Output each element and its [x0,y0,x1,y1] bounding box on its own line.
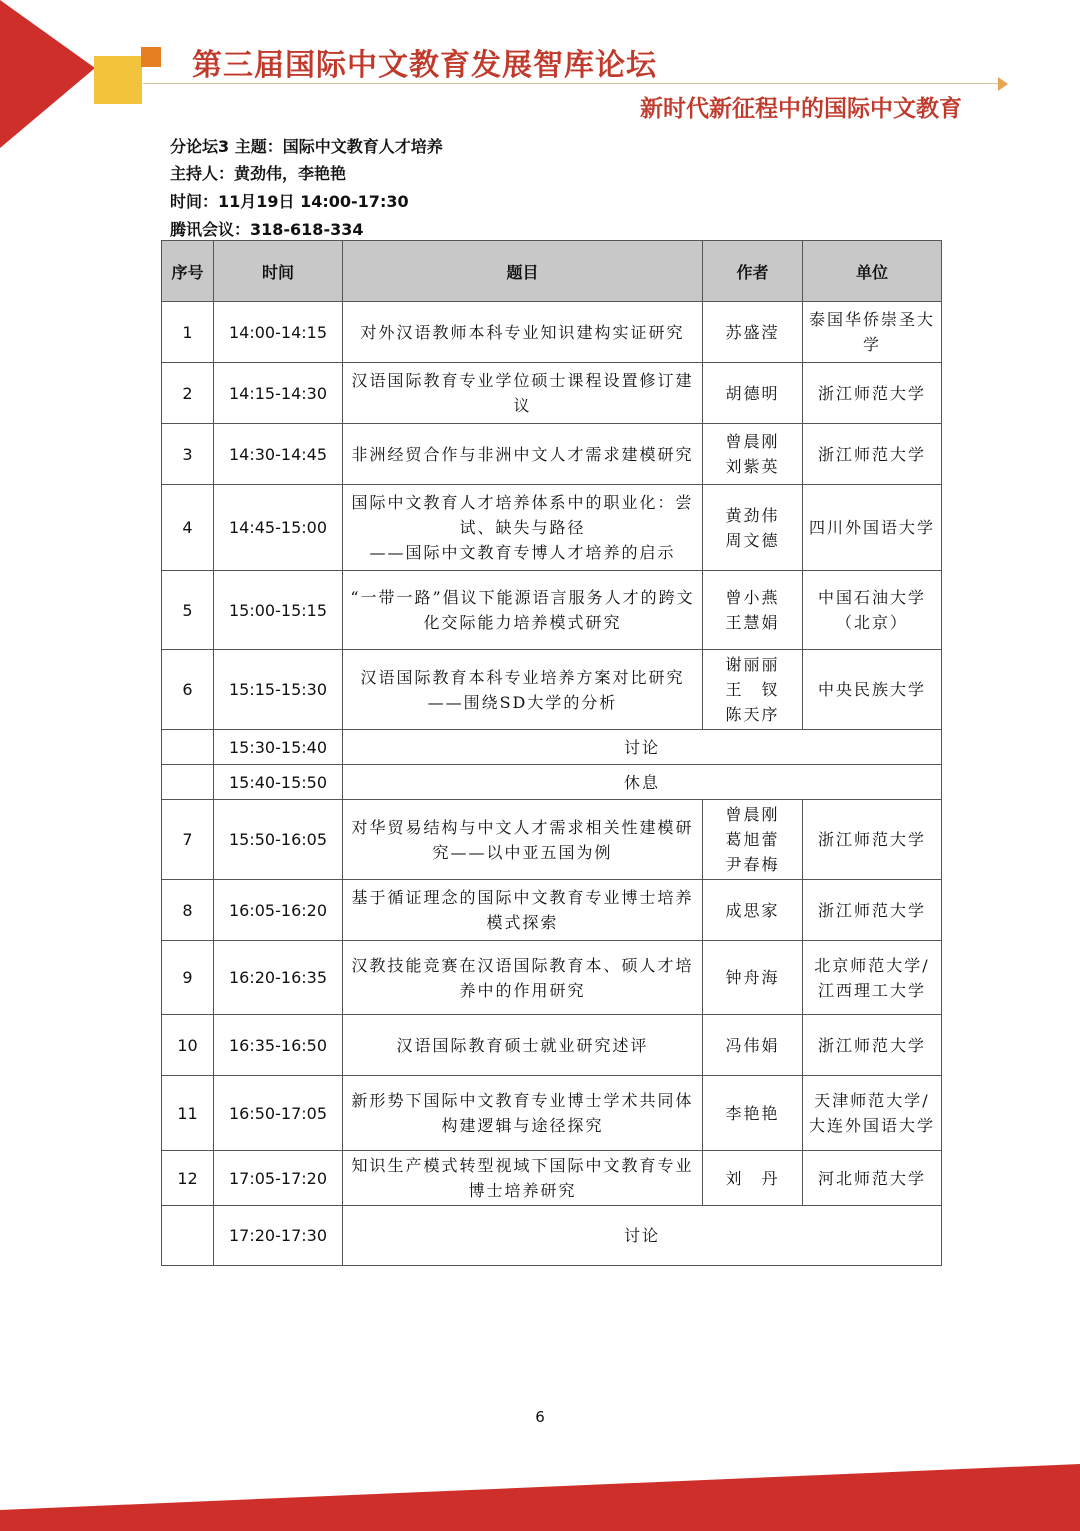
cell-time: 14:45-15:00 [214,485,343,571]
cell-topic: 基于循证理念的国际中文教育专业博士培养模式探索 [343,880,703,941]
cell-unit: 河北师范大学 [803,1151,942,1206]
cell-no: 3 [162,424,214,485]
cell-time: 14:15-14:30 [214,363,343,424]
cell-time: 15:15-15:30 [214,650,343,730]
page-number: 6 [535,1408,545,1426]
cell-author: 钟舟海 [703,941,803,1015]
cell-unit: 浙江师范大学 [803,363,942,424]
table-row [162,1076,942,1151]
cell-topic: 汉语国际教育专业学位硕士课程设置修订建议 [343,363,703,424]
cell-author: 曾晨刚 葛旭蕾 尹春梅 [703,800,803,880]
table-row [162,1206,942,1266]
cell-topic: 休息 [343,765,942,800]
header-topic: 题目 [343,241,703,302]
table-row [162,363,942,424]
cell-time: 15:30-15:40 [214,730,343,765]
cell-time: 16:20-16:35 [214,941,343,1015]
cell-topic: 汉语国际教育硕士就业研究述评 [343,1015,703,1076]
cell-time: 15:50-16:05 [214,800,343,880]
cell-topic: 汉语国际教育本科专业培养方案对比研究 ——围绕SD大学的分析 [343,650,703,730]
cell-unit: 泰国华侨崇圣大学 [803,302,942,363]
header-no: 序号 [162,241,214,302]
cell-topic: 国际中文教育人才培养体系中的职业化：尝试、缺失与路径 ——国际中文教育专博人才培养的启示 [343,485,703,571]
table-row [162,485,942,571]
cell-topic: 知识生产模式转型视域下国际中文教育专业博士培养研究 [343,1151,703,1206]
cell-no [162,765,214,800]
table-row [162,650,942,730]
gold-square [94,56,142,104]
cell-no [162,730,214,765]
cell-no: 9 [162,941,214,1015]
cell-no: 11 [162,1076,214,1151]
header-rule-arrow [998,77,1010,91]
cell-time: 17:05-17:20 [214,1151,343,1206]
header-time: 时间 [214,241,343,302]
cell-time: 16:35-16:50 [214,1015,343,1076]
table-row [162,730,942,765]
cell-no: 1 [162,302,214,363]
cell-unit: 浙江师范大学 [803,1015,942,1076]
table-row [162,1015,942,1076]
session-hosts: 主持人：黄劲伟，李艳艳 [170,164,347,183]
cell-no: 4 [162,485,214,571]
forum-title: 第三届国际中文教育发展智库论坛 [192,48,657,83]
cell-time: 15:40-15:50 [214,765,343,800]
table-row [162,302,942,363]
cell-time: 16:05-16:20 [214,880,343,941]
cell-time: 16:50-17:05 [214,1076,343,1151]
table-row [162,1151,942,1206]
cell-no: 5 [162,571,214,650]
cell-topic: 讨论 [343,1206,942,1266]
table-row [162,571,942,650]
cell-unit: 浙江师范大学 [803,424,942,485]
session-time: 时间：11月19日 14:00-17:30 [170,192,409,211]
cell-author: 胡德明 [703,363,803,424]
cell-topic: 对华贸易结构与中文人才需求相关性建模研究——以中亚五国为例 [343,800,703,880]
cell-author: 成思家 [703,880,803,941]
cell-no [162,1206,214,1266]
table-row [162,880,942,941]
forum-subtitle: 新时代新征程中的国际中文教育 [640,95,962,122]
cell-author: 曾小燕 王慧娟 [703,571,803,650]
cell-no: 12 [162,1151,214,1206]
table-row [162,424,942,485]
cell-no: 8 [162,880,214,941]
cell-author: 李艳艳 [703,1076,803,1151]
table-row [162,765,942,800]
cell-topic: 新形势下国际中文教育专业博士学术共同体构建逻辑与途径探究 [343,1076,703,1151]
cell-no: 6 [162,650,214,730]
corner-red-triangle [0,0,100,150]
cell-author: 黄劲伟 周文德 [703,485,803,571]
cell-unit: 北京师范大学/江西理工大学 [803,941,942,1015]
cell-unit: 中国石油大学（北京） [803,571,942,650]
cell-time: 15:00-15:15 [214,571,343,650]
cell-topic: 非洲经贸合作与非洲中文人才需求建模研究 [343,424,703,485]
cell-topic: 对外汉语教师本科专业知识建构实证研究 [343,302,703,363]
cell-time: 17:20-17:30 [214,1206,343,1266]
cell-unit: 四川外国语大学 [803,485,942,571]
cell-author: 刘 丹 [703,1151,803,1206]
cell-topic: “一带一路”倡议下能源语言服务人才的跨文化交际能力培养模式研究 [343,571,703,650]
cell-unit: 天津师范大学/大连外国语大学 [803,1076,942,1151]
table-header-row [162,241,942,302]
bottom-red-band [0,1460,1080,1531]
cell-no: 7 [162,800,214,880]
cell-no: 2 [162,363,214,424]
header-author: 作者 [703,241,803,302]
table-row [162,941,942,1015]
cell-author: 苏盛滢 [703,302,803,363]
orange-square [141,47,161,67]
cell-unit: 浙江师范大学 [803,880,942,941]
cell-time: 14:30-14:45 [214,424,343,485]
cell-author: 曾晨刚 刘紫英 [703,424,803,485]
cell-unit: 中央民族大学 [803,650,942,730]
session-theme: 分论坛3 主题：国际中文教育人才培养 [170,137,443,156]
cell-author: 冯伟娟 [703,1015,803,1076]
cell-time: 14:00-14:15 [214,302,343,363]
cell-unit: 浙江师范大学 [803,800,942,880]
meeting-id: 腾讯会议：318-618-334 [170,220,364,239]
header-unit: 单位 [803,241,942,302]
cell-topic: 汉教技能竞赛在汉语国际教育本、硕人才培养中的作用研究 [343,941,703,1015]
cell-topic: 讨论 [343,730,942,765]
cell-author: 谢丽丽 王 钗 陈天序 [703,650,803,730]
table-row [162,800,942,880]
cell-no: 10 [162,1015,214,1076]
schedule-table [161,240,942,1266]
